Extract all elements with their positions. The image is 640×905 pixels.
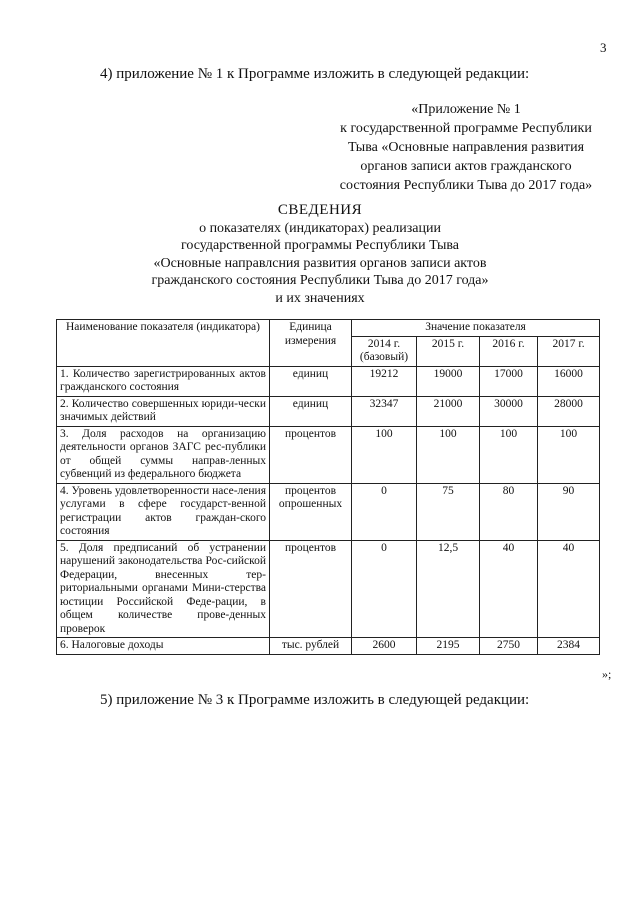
indicator-unit: тыс. рублей bbox=[270, 638, 352, 655]
indicator-unit: единиц bbox=[270, 366, 352, 396]
indicator-value: 90 bbox=[538, 483, 600, 540]
heading-line: о показателях (индикаторах) реализации bbox=[199, 220, 441, 236]
indicator-unit: процентов bbox=[270, 540, 352, 638]
table-row bbox=[57, 426, 600, 483]
heading-line: гражданского состояния Республики Тыва до 2017 года» bbox=[151, 273, 489, 288]
heading-title: СВЕДЕНИЯ bbox=[277, 202, 363, 218]
indicator-value: 0 bbox=[352, 483, 417, 540]
heading-line: и их значениях bbox=[275, 290, 365, 306]
indicator-name: 2. Количество совершенных юриди-чески значимых действий bbox=[57, 396, 270, 426]
indicator-value: 19000 bbox=[417, 366, 480, 396]
closing-quote-mark: »; bbox=[602, 667, 612, 681]
table-row bbox=[57, 540, 600, 638]
indicator-value: 100 bbox=[352, 426, 417, 483]
page-number: 3 bbox=[600, 40, 607, 55]
indicator-unit: процентов bbox=[270, 426, 352, 483]
table-row bbox=[57, 638, 600, 655]
indicator-value: 12,5 bbox=[417, 540, 480, 638]
appendix-line: Тыва «Основные направления развития bbox=[347, 140, 585, 155]
indicator-value: 2195 bbox=[417, 638, 480, 655]
header-name: Наименование показателя (индикатора) bbox=[57, 320, 270, 367]
appendix-line: «Приложение № 1 bbox=[411, 102, 521, 117]
header-year: 2016 г. bbox=[480, 336, 538, 366]
intro-paragraph: 4) приложение № 1 к Программе изложить в следующей редакции: bbox=[100, 66, 530, 82]
heading-line: государственной программы Республики Тыва bbox=[181, 238, 459, 253]
indicator-value: 16000 bbox=[538, 366, 600, 396]
indicator-name: 1. Количество зарегистрированных актов гражданского состояния bbox=[57, 366, 270, 396]
header-year: 2015 г. bbox=[417, 336, 480, 366]
header-year: 2014 г. (базовый) bbox=[352, 336, 417, 366]
appendix-line: состояния Республики Тыва до 2017 года» bbox=[339, 178, 593, 193]
table-header-row bbox=[57, 320, 600, 337]
indicator-value: 2750 bbox=[480, 638, 538, 655]
appendix-note bbox=[318, 100, 614, 195]
heading-line: «Основные направлсния развития органов записи актов bbox=[153, 255, 487, 271]
indicator-value: 2384 bbox=[538, 638, 600, 655]
table-row bbox=[57, 483, 600, 540]
indicator-value: 40 bbox=[480, 540, 538, 638]
indicator-value: 21000 bbox=[417, 396, 480, 426]
indicator-unit: процентов опрошенных bbox=[270, 483, 352, 540]
indicator-value: 30000 bbox=[480, 396, 538, 426]
indicator-value: 17000 bbox=[480, 366, 538, 396]
indicator-value: 100 bbox=[417, 426, 480, 483]
header-values-group: Значение показателя bbox=[352, 320, 600, 337]
table-row bbox=[57, 366, 600, 396]
indicator-value: 0 bbox=[352, 540, 417, 638]
indicator-name: 5. Доля предписаний об устранении нарушений законодательства Рос-сийской Федерации, внесенных тер-риториальными органами Мини-стерства юстиции Российской Феде-рации, в общем количестве прове-денных проверок bbox=[57, 540, 270, 638]
indicator-name: 3. Доля расходов на организацию деятельности органов ЗАГС рес-публики от общей суммы направ-ленных субвенций из федерального бюджета bbox=[57, 426, 270, 483]
header-unit: Единица измерения bbox=[270, 320, 352, 367]
document-heading bbox=[110, 202, 530, 307]
indicator-value: 100 bbox=[480, 426, 538, 483]
indicator-value: 19212 bbox=[352, 366, 417, 396]
indicator-value: 75 bbox=[417, 483, 480, 540]
indicator-name: 4. Уровень удовлетворенности насе-ления услугами в сфере государст-венной регистрации актов граждан-ского состояния bbox=[57, 483, 270, 540]
appendix-line: органов записи актов гражданского bbox=[360, 159, 572, 174]
indicator-value: 32347 bbox=[352, 396, 417, 426]
indicators-table bbox=[56, 319, 600, 655]
table-row bbox=[57, 396, 600, 426]
appendix-line: к государственной программе Республики bbox=[340, 121, 592, 136]
indicator-name: 6. Налоговые доходы bbox=[57, 638, 270, 655]
indicator-unit: единиц bbox=[270, 396, 352, 426]
indicator-value: 28000 bbox=[538, 396, 600, 426]
indicator-value: 40 bbox=[538, 540, 600, 638]
indicator-value: 2600 bbox=[352, 638, 417, 655]
next-paragraph: 5) приложение № 3 к Программе изложить в следующей редакции: bbox=[100, 692, 530, 708]
indicator-value: 100 bbox=[538, 426, 600, 483]
header-year: 2017 г. bbox=[538, 336, 600, 366]
indicator-value: 80 bbox=[480, 483, 538, 540]
